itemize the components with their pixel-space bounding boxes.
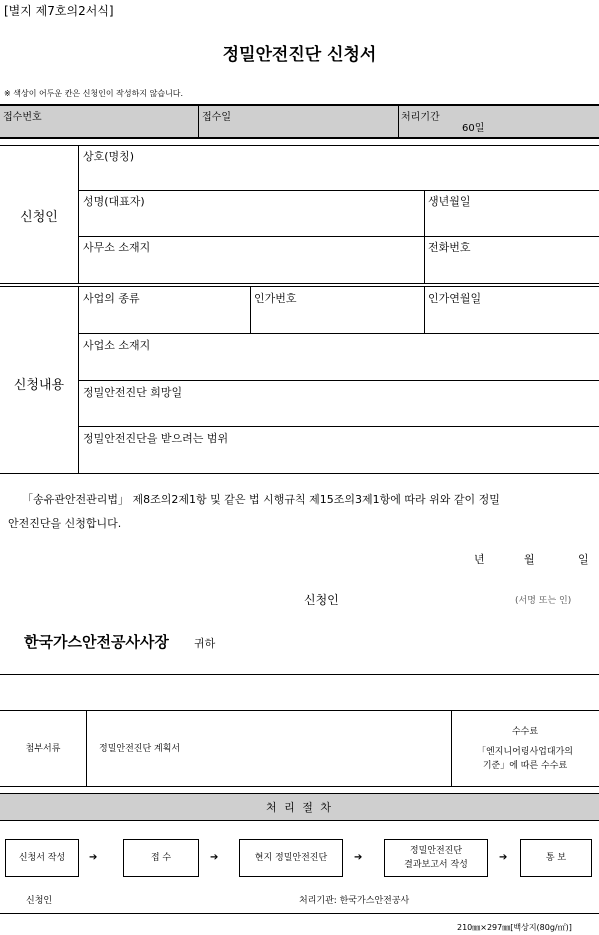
recipient-name: 한국가스안전공사사장 [24, 633, 169, 651]
divider [0, 820, 599, 821]
declaration-line-2: 안전진단을 신청합니다. [8, 517, 122, 530]
month-label: 월 [524, 553, 535, 566]
paper-size: 210㎜×297㎜[백상지(80g/㎡)] [457, 923, 572, 932]
divider [0, 104, 599, 106]
fee-line-1: 「엔지니어링사업대가의 [477, 747, 573, 757]
procedure-step-inspection [239, 839, 343, 877]
divider [250, 286, 251, 333]
processing-period-value: 60일 [462, 123, 485, 134]
divider [78, 333, 599, 334]
representative-name-field[interactable]: 성명(대표자) [83, 195, 145, 208]
inspection-scope-field[interactable]: 정밀안전진단을 받으려는 범위 [83, 432, 229, 445]
fee-label: 수수료 [511, 727, 539, 737]
attachments-value: 정밀안전진단 계획서 [99, 744, 181, 754]
divider [0, 786, 599, 787]
business-site-field[interactable]: 사업소 소재지 [83, 339, 151, 352]
recipient-honorific: 귀하 [194, 637, 216, 650]
procedure-step-notify [520, 839, 592, 877]
divider [0, 473, 599, 474]
divider [78, 145, 79, 283]
birth-date-field[interactable]: 생년월일 [428, 195, 471, 208]
receipt-date-label: 접수일 [202, 112, 231, 123]
permit-number-field[interactable]: 인가번호 [254, 292, 297, 305]
divider [0, 710, 599, 711]
permit-date-field[interactable]: 인가연월일 [428, 292, 482, 305]
request-section-label: 신청내용 [13, 378, 65, 393]
procedure-step-receive [123, 839, 199, 877]
office-address-field[interactable]: 사무소 소재지 [83, 241, 151, 254]
divider [86, 710, 87, 786]
divider [0, 674, 599, 675]
procedure-step-report [384, 839, 488, 877]
divider [0, 137, 599, 139]
applicant-section-label: 신청인 [20, 210, 58, 225]
arrow-icon: ➔ [210, 852, 219, 863]
divider [0, 283, 599, 284]
step-label: 접 수 [150, 853, 172, 863]
arrow-icon: ➔ [354, 852, 363, 863]
divider [78, 426, 599, 427]
divider [424, 286, 425, 333]
procedure-header: 처 리 절 차 [266, 801, 333, 814]
arrow-icon: ➔ [89, 852, 98, 863]
form-label: [별지 제7호의2서식] [4, 4, 114, 18]
day-label: 일 [578, 553, 589, 566]
desired-date-field[interactable]: 정밀안전진단 희망일 [83, 386, 183, 399]
declaration-line-1: 「송유관안전관리법」 제8조의2제1항 및 같은 법 시행규칙 제15조의3제1항에 따라 위와 같이 정밀 [22, 493, 500, 506]
procedure-step-apply [5, 839, 79, 877]
step-label: 신청서 작성 [18, 853, 66, 863]
step-label-line-1: 정밀안전진단 [409, 846, 463, 856]
step-label: 통 보 [545, 853, 567, 863]
divider [78, 190, 599, 191]
step-label: 현지 정밀안전진단 [254, 853, 328, 863]
divider [398, 104, 399, 138]
divider [78, 380, 599, 381]
divider [198, 104, 199, 138]
processing-period-label: 처리기간 [401, 112, 440, 123]
phone-number-field[interactable]: 전화번호 [428, 241, 471, 254]
receipt-row [0, 104, 599, 138]
receipt-number-label: 접수번호 [3, 112, 42, 123]
attachments-label: 첨부서류 [25, 744, 61, 754]
procedure-agency-label: 처리기관: 한국가스안전공사 [299, 896, 410, 906]
applicant-signature-label: 신청인 [304, 593, 339, 607]
arrow-icon: ➔ [499, 852, 508, 863]
divider [78, 236, 599, 237]
procedure-applicant-label: 신청인 [26, 896, 53, 906]
business-type-field[interactable]: 사업의 종류 [83, 292, 140, 305]
divider [0, 286, 599, 287]
divider [0, 145, 599, 146]
signature-placeholder[interactable]: (서명 또는 인) [515, 596, 572, 606]
divider [0, 793, 599, 794]
company-name-field[interactable]: 상호(명칭) [83, 150, 135, 163]
fee-line-2: 기준」에 따른 수수료 [482, 761, 568, 771]
notice-text: ※ 색상이 어두운 칸은 신청인이 작성하지 않습니다. [4, 89, 184, 98]
year-label: 년 [474, 553, 485, 566]
divider [0, 913, 599, 914]
step-label-line-2: 결과보고서 작성 [404, 860, 468, 870]
page-title: 정밀안전진단 신청서 [222, 45, 377, 65]
